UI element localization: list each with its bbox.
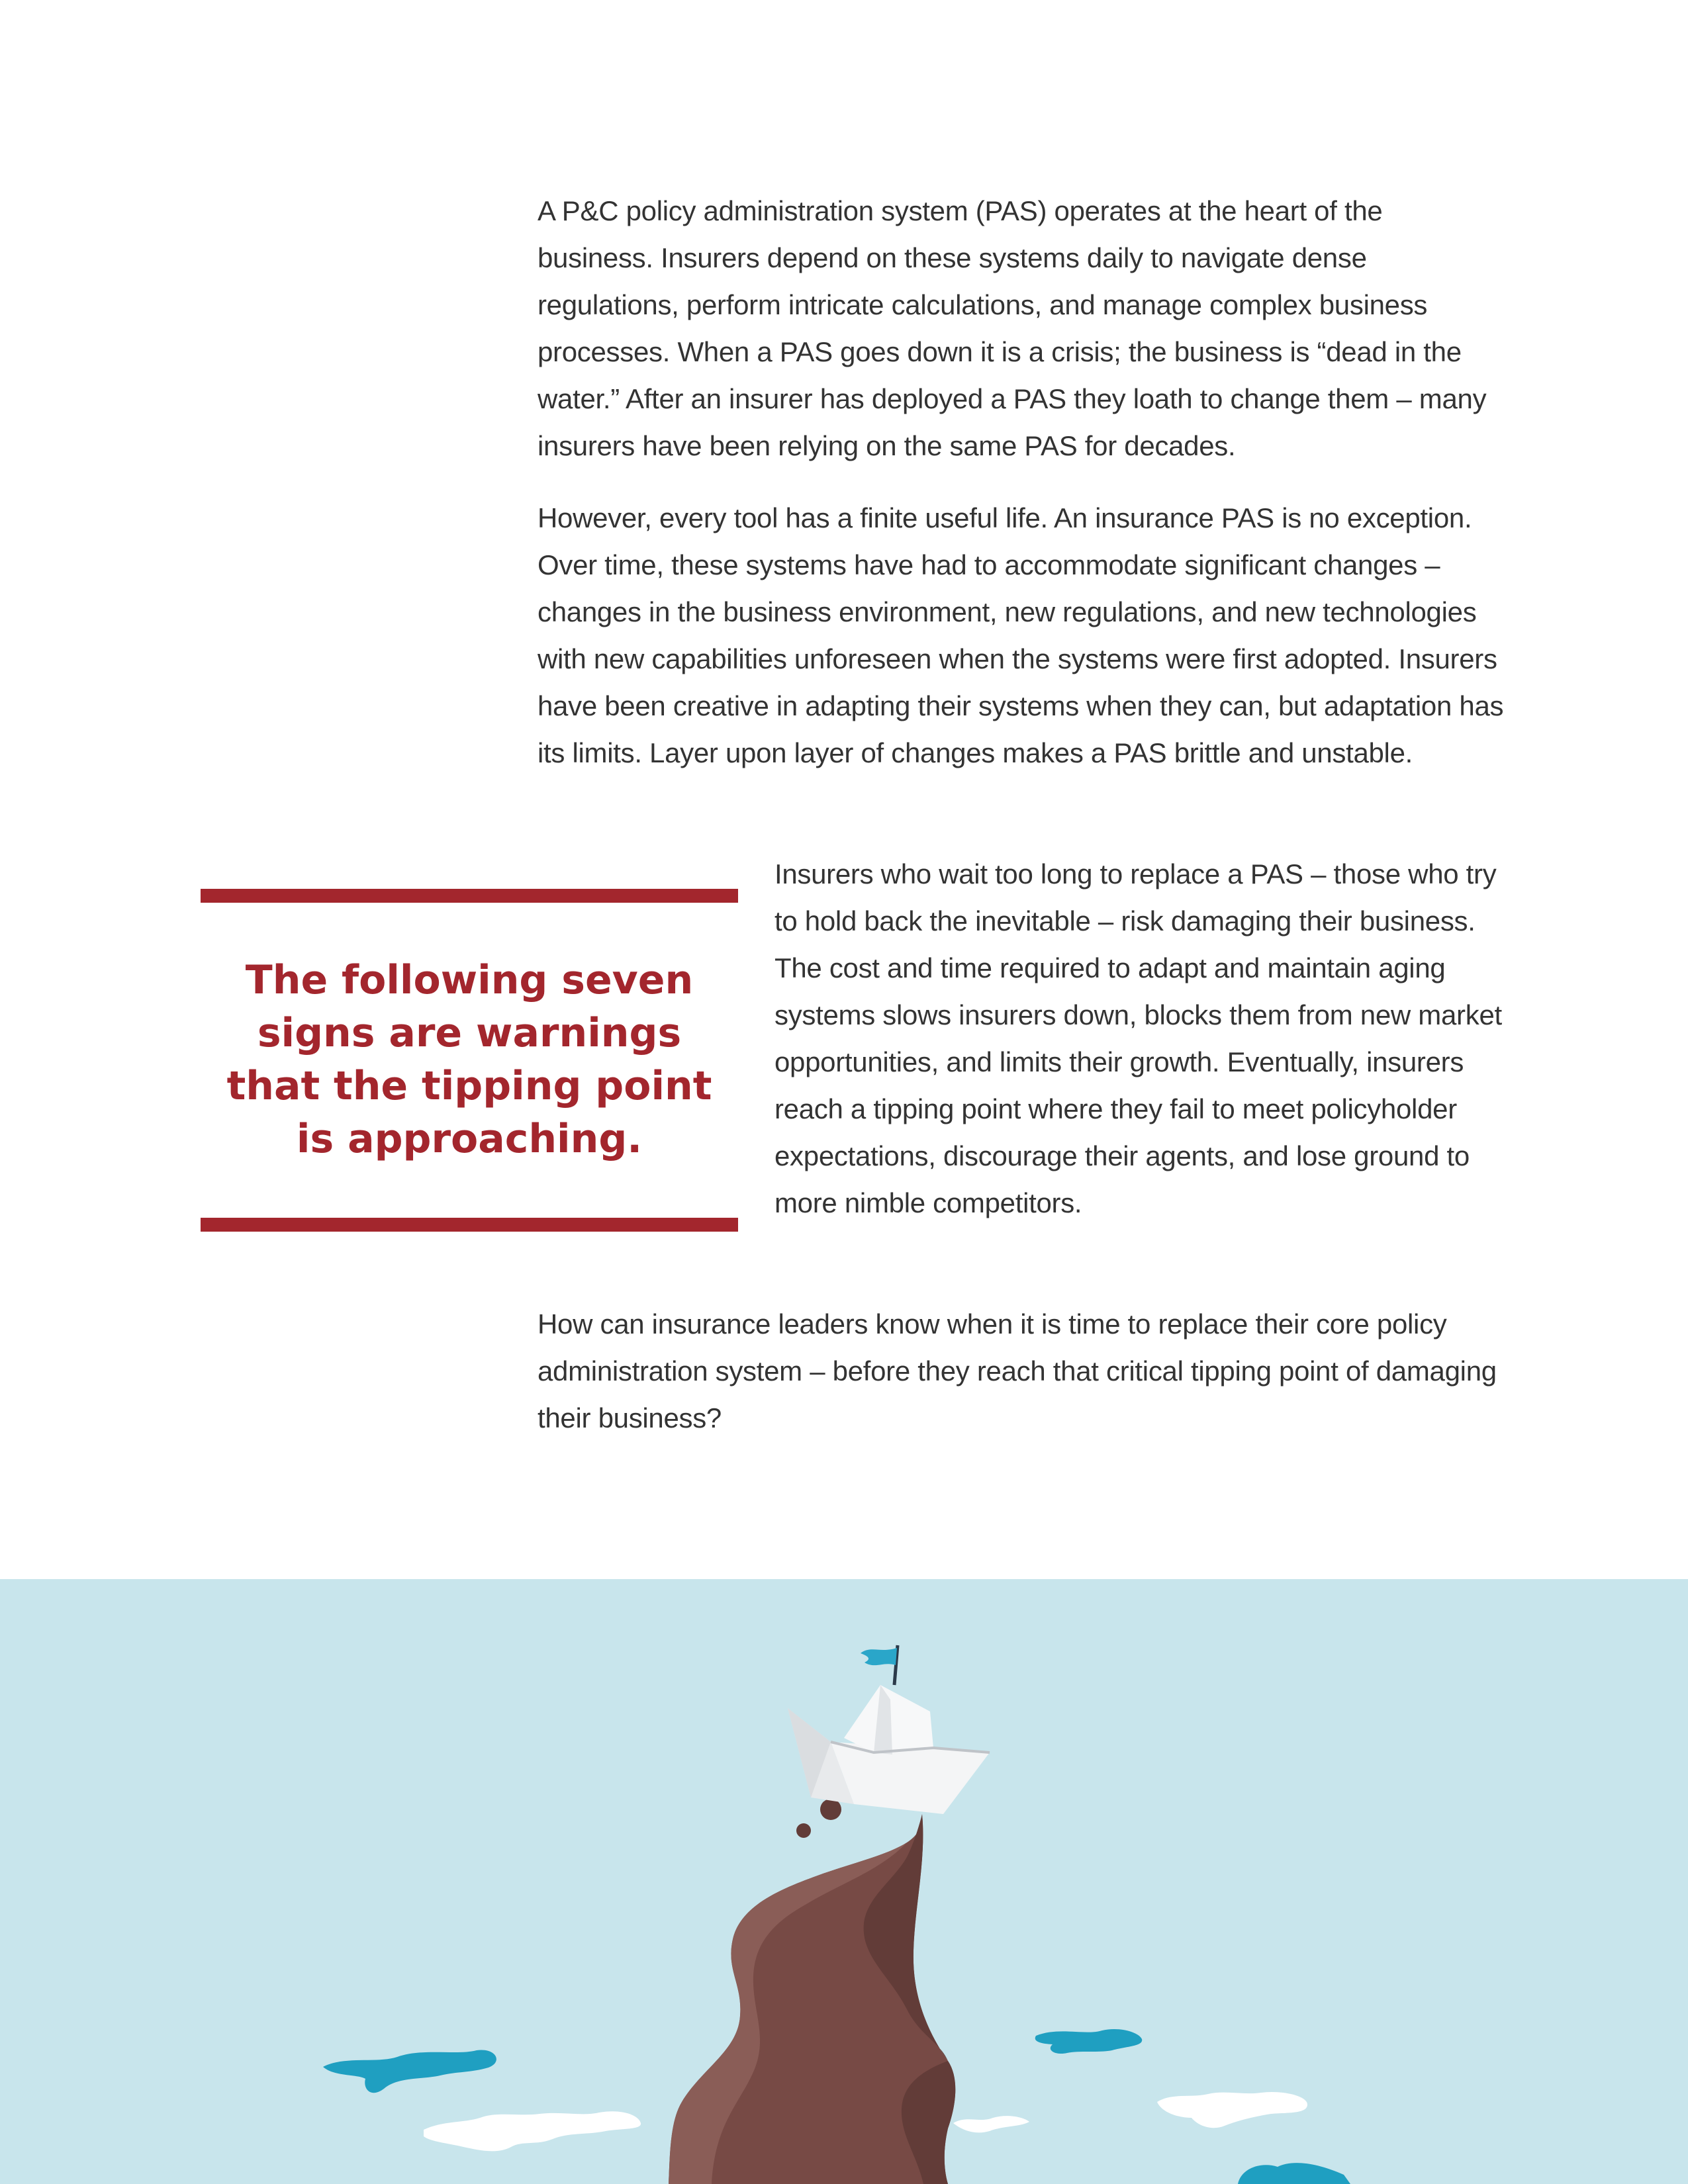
pull-quote-line: The following seven <box>245 957 694 1003</box>
pull-quote-line: that the tipping point <box>226 1063 712 1109</box>
paragraph-tipping-point: Insurers who wait too long to replace a PAS – those who try to hold back the inevitable – risk damaging their business. The cost and time required to adapt and maintain aging systems slows insurers down, blocks them from new market opportunities, and limits their growth. Eventually, insurers reach a tipping point where they fail to meet policyholder expectations, discourage their agents, and lose ground to more nimble competitors. <box>774 858 1502 1218</box>
pull-quote-bottom-rule <box>201 1218 738 1232</box>
pull-quote-line: is approaching. <box>296 1116 643 1162</box>
paragraph-question: How can insurance leaders know when it is time to replace their core policy administration system – before they reach that critical tipping point of damaging their business? <box>538 1308 1497 1433</box>
pull-quote-line: signs are warnings <box>257 1010 682 1056</box>
paper-boat-on-rock-illustration <box>0 1579 1688 2184</box>
pull-quote-top-rule <box>201 889 738 903</box>
paragraph-finite-life: However, every tool has a finite useful life. An insurance PAS is no exception. Over time, these systems have had to accommodate significant changes – changes in the business environment, new regulations, and new technologies with new capabilities unforeseen when the systems were first adopted. Insurers have been creative in adapting their systems when they can, but adaptation has its limits. Layer upon layer of changes makes a PAS brittle and unstable. <box>538 502 1504 768</box>
paragraph-intro: A P&C policy administration system (PAS) operates at the heart of the business. Insurers depend on these systems daily to navigate dense regulations, perform intricate calculations, and manage complex business processes. When a PAS goes down it is a crisis; the business is “dead in the water.” After an insurer has deployed a PAS they loath to change them – many insurers have been relying on the same PAS for decades. <box>538 195 1487 461</box>
pull-quote <box>201 954 738 1165</box>
